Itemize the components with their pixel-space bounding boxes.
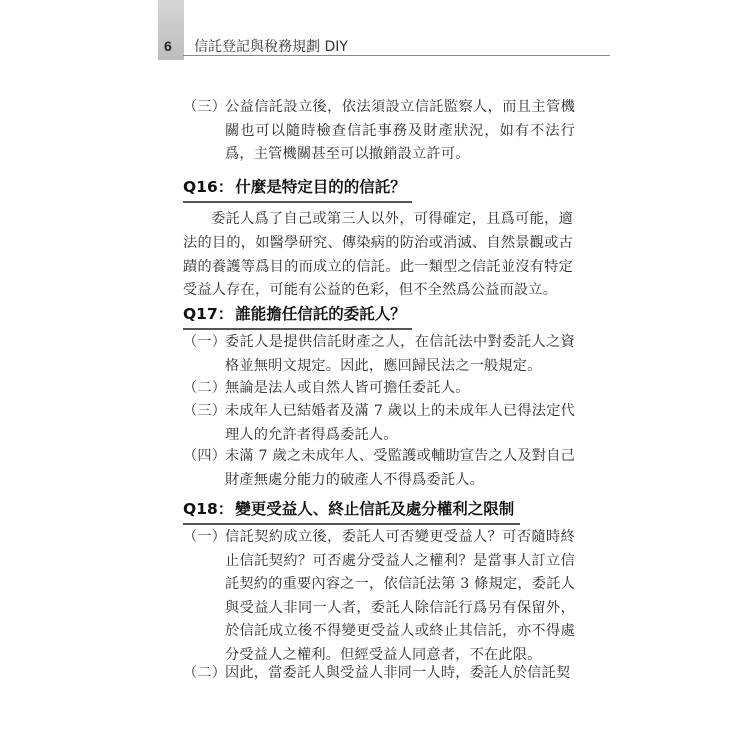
paragraph	[183, 208, 573, 303]
list-marker: （一）	[183, 334, 227, 350]
list-item	[183, 96, 575, 167]
section-heading-q18	[183, 497, 520, 525]
list-marker: （三）	[183, 99, 227, 115]
section-heading-q16	[183, 175, 412, 203]
list-marker: （二）	[183, 380, 227, 396]
list-item-text: 信託契約成立後，委託人可否變更受益人？可否隨時終止信託契約？可否處分受益人之權利？是當事人訂立信託契約的重要內容之一，依信託法第 3 條規定，委託人與受益人非同一人者，委託人除信託行爲另有保留外，於信託成立後不得變更受益人或終止其信託，亦不得處分受益人之權利。但經受益人同意者，不在此限。	[225, 529, 575, 663]
paragraph-text: 委託人爲了自己或第三人以外，可得確定，且爲可能，適法的目的，如醫學研究、傳染病的防治或消滅、自然景觀或古蹟的養護等爲目的而成立的信託。此一類型之信託並沒有特定受益人存在，可能有公益的色彩，但不全然爲公益而設立。	[183, 211, 573, 299]
header-rule	[183, 55, 610, 56]
list-marker: （一）	[183, 529, 227, 545]
heading-title: 什麼是特定目的的信託？	[235, 178, 406, 196]
list-item-text: 未滿 7 歲之未成年人、受監護或輔助宣告之人及對自己財產無處分能力的破產人不得爲委託人。	[225, 448, 575, 488]
page-number: 6	[164, 38, 172, 54]
heading-number: Q18：	[183, 500, 234, 518]
list-marker: （四）	[183, 448, 227, 464]
heading-title: 變更受益人、終止信託及處分權利之限制	[235, 500, 515, 518]
heading-number: Q17：	[183, 305, 234, 323]
list-item-text: 委託人是提供信託財產之人，在信託法中對委託人之資格並無明文規定。因此，應回歸民法之一般規定。	[225, 334, 575, 374]
list-item	[183, 400, 575, 447]
section-heading-q17	[183, 302, 412, 330]
list-marker: （二）	[183, 665, 227, 681]
heading-number: Q16：	[183, 178, 234, 196]
list-item-text: 未成年人已結婚者及滿 7 歲以上的未成年人已得法定代理人的允許者得爲委託人。	[225, 403, 575, 443]
list-item	[183, 331, 575, 378]
list-item-text: 因此，當委託人與受益人非同一人時，委託人於信託契	[225, 665, 571, 681]
list-item-text: 公益信託設立後，依法須設立信託監察人，而且主管機關也可以隨時檢查信託事務及財產狀況，如有不法行爲，主管機關甚至可以撤銷設立許可。	[225, 99, 575, 162]
running-title: 信託登記與稅務規劃 DIY	[194, 39, 348, 55]
list-item	[183, 377, 575, 401]
list-marker: （三）	[183, 403, 227, 419]
list-item	[183, 662, 575, 686]
list-item-text: 無論是法人或自然人皆可擔任委託人。	[225, 380, 470, 396]
list-item	[183, 445, 575, 492]
heading-title: 誰能擔任信託的委託人？	[235, 305, 406, 323]
list-item	[183, 526, 575, 667]
